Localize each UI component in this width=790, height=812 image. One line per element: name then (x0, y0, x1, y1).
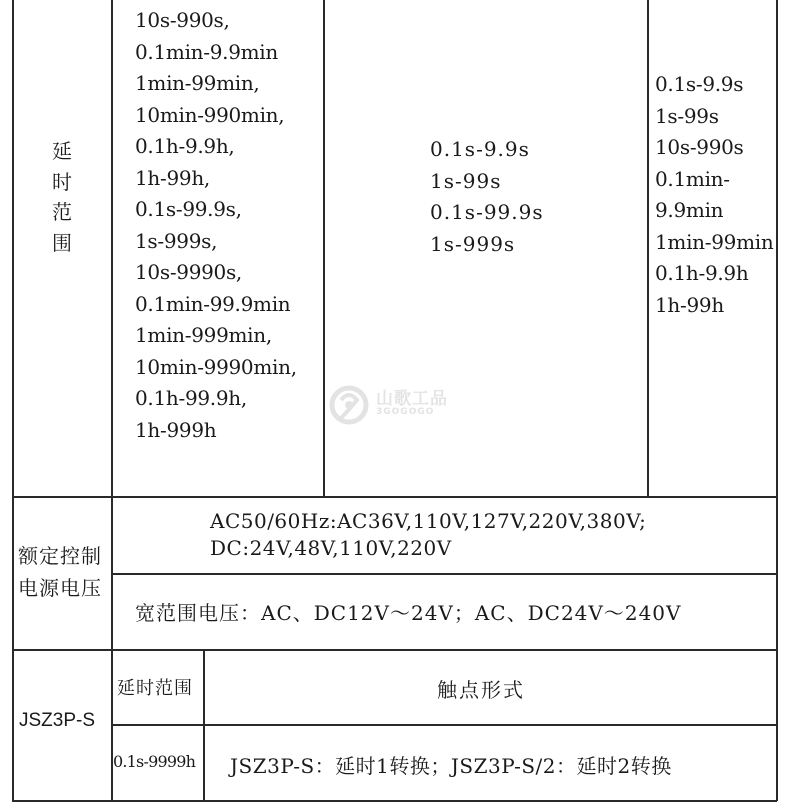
row-divider-model-header (111, 724, 777, 726)
range-item: 9.9min (655, 198, 724, 222)
header-delay-range: 延时范围 (117, 678, 193, 699)
header-contact-form: 触点形式 (437, 678, 525, 702)
range-item: 1h-99h (655, 292, 724, 317)
watermark-subtext: 3GOGOGO (376, 407, 435, 417)
range-item: 0.1h-99.9h, (135, 386, 247, 410)
voltage-line: DC:24V,48V,110V,220V (210, 536, 452, 560)
delay-range-column-2 (430, 134, 544, 260)
wide-range-voltage: 宽范围电压：AC、DC12V～24V；AC、DC24V～240V (135, 601, 682, 625)
table-border-left (12, 0, 14, 801)
voltage-line: AC50/60Hz:AC36V,110V,127V,220V,380V; (210, 509, 647, 533)
range-item: 0.1min- (655, 166, 730, 191)
range-item: 10min-990min, (135, 102, 285, 127)
range-item: 0.1s-99.9s, (135, 197, 242, 221)
range-column-divider-1 (323, 0, 325, 497)
range-item: 10s-9990s, (135, 260, 242, 284)
model-contact-value: JSZ3P-S：延时1转换；JSZ3P-S/2：延时2转换 (230, 754, 672, 778)
table-border-right (776, 0, 778, 801)
delay-range-label-char: 时 (52, 169, 72, 194)
label-column-divider (111, 0, 113, 801)
range-item: 1s-999s, (135, 228, 218, 253)
delay-range-label-char: 范 (52, 200, 72, 224)
range-item: 1min-99min, (135, 71, 260, 95)
range-item: 0.1s-9.9s (655, 72, 744, 96)
row-divider-voltage (12, 649, 777, 651)
range-item: 10s-990s (655, 135, 744, 159)
voltage-ac-dc-values (210, 508, 646, 562)
model-name: JSZ3P-S (19, 710, 96, 731)
delay-range-column-1 (135, 5, 297, 446)
range-column-divider-2 (647, 0, 649, 497)
range-item: 10min-9990min, (135, 354, 297, 379)
watermark-emblem-icon (327, 380, 371, 430)
rated-voltage-label-line: 电源电压 (18, 576, 102, 600)
delay-range-label (50, 136, 74, 258)
delay-range-column-3 (655, 69, 773, 321)
range-item: 1h-99h, (135, 165, 210, 190)
range-item: 0.1min-9.9min (135, 39, 278, 64)
range-item: 10s-990s, (135, 8, 230, 32)
model-range-value: 0.1s-9999h (113, 752, 196, 771)
watermark-logo (327, 380, 477, 430)
range-item: 0.1h-9.9h (655, 261, 749, 285)
row-divider-voltage-inner (111, 573, 777, 575)
watermark-text: 山歌工品 (376, 389, 448, 409)
range-item: 0.1s-9.9s (430, 137, 530, 161)
delay-range-label-char: 围 (52, 230, 72, 255)
delay-range-label-char: 延 (52, 139, 72, 163)
range-item: 1min-99min (655, 229, 774, 254)
range-item: 1s-99s (430, 168, 502, 193)
range-item: 1s-999s (430, 231, 516, 256)
range-item: 0.1s-99.9s (430, 200, 544, 224)
table-border-bottom (12, 800, 777, 802)
range-item: 0.1h-9.9h, (135, 134, 235, 158)
range-item: 1min-999min, (135, 323, 272, 347)
range-item: 1h-999h (135, 417, 217, 442)
rated-voltage-label (18, 540, 102, 604)
range-item: 0.1min-99.9min (135, 291, 291, 316)
rated-voltage-label-line: 额定控制 (18, 544, 102, 568)
range-item: 1s-99s (655, 103, 719, 128)
row-divider-range (12, 496, 777, 498)
